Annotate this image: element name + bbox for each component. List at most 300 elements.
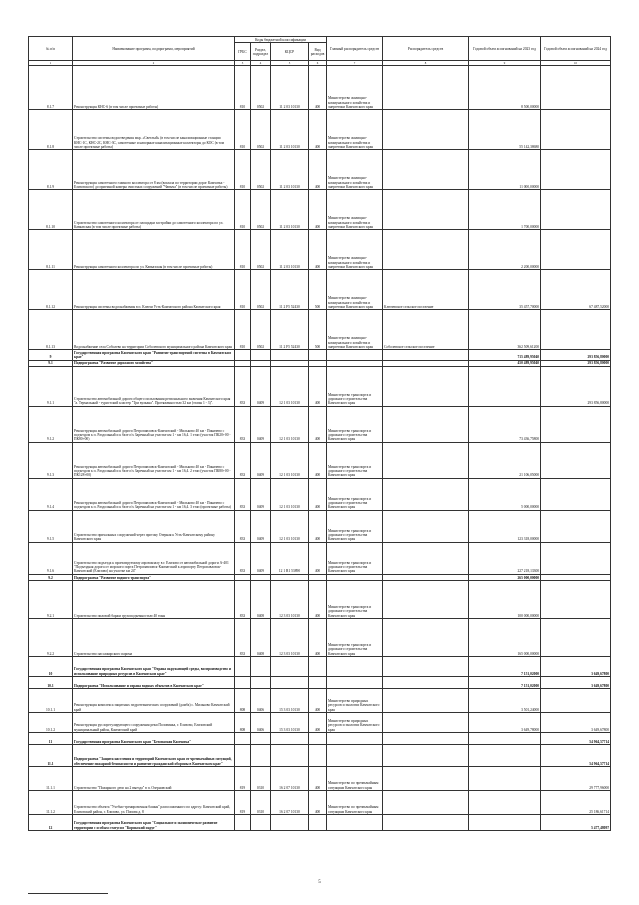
row-number: 10.1.2 [29, 713, 73, 733]
row-distributor [383, 713, 469, 733]
row-sum-2023: 715 489,95040 [469, 350, 541, 360]
row-grbs: 808 [235, 713, 251, 733]
row-recipient: Министерство жилищно-коммунального хозяйства и энергетики Камчатского края [327, 310, 383, 350]
row-number: 9.1.1 [29, 366, 73, 406]
table-row [29, 442, 611, 478]
row-distributor [383, 510, 469, 542]
row-sum-2024 [541, 442, 611, 478]
row-vr [309, 657, 327, 677]
row-grbs: 810 [235, 150, 251, 190]
row-name: Реконструкция автомобильной дороги Петропавловск-Камчатский - Мильково 40 км - Пиначево с подъездом к п. Раздольный и к базе о/х Заречный на участке км 1 - км 16,4. 3 этап (проектные работы) [73, 478, 235, 510]
row-number: 9.1 [29, 360, 73, 366]
row-sum-2023: 7 151,02000 [469, 677, 541, 689]
row-sum-2023: 100 000,00000 [469, 581, 541, 619]
row-distributor [383, 815, 469, 831]
row-distributor [383, 66, 469, 110]
row-vr: 400 [309, 581, 327, 619]
row-number: 8.1.7 [29, 66, 73, 110]
row-name: Реконструкция автомобильной дороги Петропавловск-Камчатский - Мильково 40 км - Пиначево с подъездом к п. Раздольный и к базе о/х Заречный на участке км 1 - км 16,4. 2 этап (участок ПК80+00 - ПК128+00) [73, 442, 235, 478]
row-sum-2024 [541, 510, 611, 542]
row-kcsr: 12 1 R1 53890 [271, 542, 309, 574]
row-recipient: Министерство жилищно-коммунального хозяйства и энергетики Камчатского края [327, 270, 383, 310]
row-number: 9.2.2 [29, 619, 73, 657]
row-sum-2023: 3 649,78000 [469, 713, 541, 733]
row-recipient: Министерство транспорта и дорожного строительства Камчатского края [327, 542, 383, 574]
row-recipient: Министерство транспорта и дорожного строительства Камчатского края [327, 406, 383, 442]
footnote-divider [28, 893, 108, 894]
header-grbs: ГРБС [235, 43, 251, 61]
row-sum-2023: 123 318,00000 [469, 510, 541, 542]
row-number: 8.1.11 [29, 230, 73, 270]
row-number: 8.1.9 [29, 150, 73, 190]
row-sum-2024 [541, 66, 611, 110]
row-vr: 400 [309, 110, 327, 150]
row-number: 9.1.6 [29, 542, 73, 574]
row-sum-2024: 29 777,96000 [541, 767, 611, 791]
row-section [251, 733, 271, 745]
row-sum-2023: 1 700,00000 [469, 190, 541, 230]
row-sum-2023: 3 501,24000 [469, 689, 541, 713]
row-recipient: Министерство транспорта и дорожного строительства Камчатского края [327, 442, 383, 478]
row-grbs: 819 [235, 791, 251, 815]
row-recipient: Министерство жилищно-коммунального хозяйства и энергетики Камчатского края [327, 110, 383, 150]
row-number: 11.1.2 [29, 791, 73, 815]
row-section: 0502 [251, 66, 271, 110]
row-kcsr: 12 1 03 10130 [271, 406, 309, 442]
row-sum-2023: 55 142,38680 [469, 110, 541, 150]
row-section: 0409 [251, 366, 271, 406]
row-vr: 500 [309, 310, 327, 350]
table-row [29, 767, 611, 791]
row-section: 0502 [251, 190, 271, 230]
table-row [29, 270, 611, 310]
table-body [29, 66, 611, 831]
row-kcsr [271, 733, 309, 745]
row-sum-2024 [541, 310, 611, 350]
row-kcsr: 16 2 07 10130 [271, 791, 309, 815]
header-name: Наименование программ, подпрограмм, мероприятий [73, 37, 235, 61]
row-section: 0409 [251, 442, 271, 478]
col-number: 6 [309, 61, 327, 66]
col-number: 3 [235, 61, 251, 66]
row-grbs: 833 [235, 581, 251, 619]
row-name: Подпрограмма "Развитие водного транспорта" [73, 574, 235, 580]
header-distributor: Распорядитель средств [383, 37, 469, 61]
row-section [251, 745, 271, 767]
row-name: Реконструкция системы водоснабжения в п. Ключи Усть-Камчатского района Камчатского края [73, 270, 235, 310]
table-row [29, 310, 611, 350]
row-section [251, 350, 271, 360]
row-sum-2023 [469, 791, 541, 815]
row-recipient: Министерство природных ресурсов и экологии Камчатского края [327, 689, 383, 713]
row-section: 0409 [251, 478, 271, 510]
row-number: 11.1.1 [29, 767, 73, 791]
row-recipient: Министерство транспорта и дорожного строительства Камчатского края [327, 478, 383, 510]
header-recipient: Главный распорядитель средств [327, 37, 383, 61]
row-grbs: 810 [235, 230, 251, 270]
header-num: № п/п [29, 37, 73, 61]
row-sum-2023: 7 151,02000 [469, 657, 541, 677]
row-sum-2024: 67 487,52000 [541, 270, 611, 310]
row-sum-2024: 3 649,67800 [541, 677, 611, 689]
row-vr: 400 [309, 713, 327, 733]
row-vr [309, 815, 327, 831]
row-recipient: Министерство транспорта и дорожного строительства Камчатского края [327, 510, 383, 542]
row-section: 0409 [251, 542, 271, 574]
row-number: 10.1.1 [29, 689, 73, 713]
row-kcsr: 11 2 03 10130 [271, 66, 309, 110]
row-section: 0502 [251, 110, 271, 150]
row-kcsr: 11 2 03 10130 [271, 230, 309, 270]
row-sum-2023: 35 457,70000 [469, 270, 541, 310]
row-recipient: Министерство по чрезвычайным ситуациям Камчатского края [327, 767, 383, 791]
row-section: 0406 [251, 689, 271, 713]
row-section: 0409 [251, 510, 271, 542]
row-sum-2024: 293 856,80000 [541, 360, 611, 366]
row-grbs [235, 733, 251, 745]
row-sum-2024: 3 649,67800 [541, 657, 611, 677]
row-distributor [383, 581, 469, 619]
row-distributor [383, 689, 469, 713]
table-row [29, 366, 611, 406]
row-sum-2023: 227 218,13300 [469, 542, 541, 574]
row-vr [309, 745, 327, 767]
row-distributor [383, 791, 469, 815]
budget-table-page [28, 36, 610, 831]
row-recipient: Министерство транспорта и дорожного строительства Камчатского края [327, 366, 383, 406]
row-distributor [383, 230, 469, 270]
row-sum-2023: 165 000,00000 [469, 619, 541, 657]
row-vr: 400 [309, 542, 327, 574]
row-sum-2023 [469, 366, 541, 406]
table-row [29, 689, 611, 713]
row-kcsr: 16 2 07 10130 [271, 767, 309, 791]
row-vr [309, 677, 327, 689]
row-name: Государственная программа Камчатского края "Социальное и экономическое развитие территории с особым статусом "Корякский округ" [73, 815, 235, 831]
page-number: 5 [318, 880, 321, 885]
row-vr: 400 [309, 510, 327, 542]
row-number: 9.1.2 [29, 406, 73, 442]
row-name: Реконструкция комплекса защитных гидротехнических сооружений (дамба) с. Мильково Камчатский край [73, 689, 235, 713]
row-sum-2024: 25 186,61714 [541, 791, 611, 815]
row-vr: 400 [309, 150, 327, 190]
row-grbs [235, 815, 251, 831]
row-sum-2024: 293 856,80000 [541, 366, 611, 406]
budget-table [28, 36, 611, 831]
row-sum-2024 [541, 190, 611, 230]
row-recipient: Министерство транспорта и дорожного строительства Камчатского края [327, 619, 383, 657]
row-recipient [327, 745, 383, 767]
row-distributor [383, 150, 469, 190]
table-row [29, 791, 611, 815]
row-sum-2024 [541, 110, 611, 150]
row-number: 9.1.3 [29, 442, 73, 478]
row-distributor [383, 542, 469, 574]
row-number: 10.1 [29, 677, 73, 689]
row-vr: 400 [309, 619, 327, 657]
row-section: 0310 [251, 791, 271, 815]
row-recipient: Министерство транспорта и дорожного строительства Камчатского края [327, 581, 383, 619]
row-name: Строительство пассажирского парома [73, 619, 235, 657]
row-name: Строительство причальных сооружений через протоку Озерная к Усть-Камчатскому району Камчатского края [73, 510, 235, 542]
row-recipient [327, 815, 383, 831]
row-name: Строительство "Пожарного депо на 2 выезда" в п. Озерновский [73, 767, 235, 791]
table-row [29, 745, 611, 767]
table-row [29, 350, 611, 360]
row-name: Подпрограмма "Развитие дорожного хозяйства" [73, 360, 235, 366]
col-number: 10 [541, 61, 611, 66]
col-number: 4 [251, 61, 271, 66]
row-sum-2024 [541, 581, 611, 619]
row-section: 0408 [251, 619, 271, 657]
table-row [29, 657, 611, 677]
row-grbs [235, 745, 251, 767]
row-number: 8.1.8 [29, 110, 73, 150]
row-grbs: 810 [235, 66, 251, 110]
row-sum-2024: 3 649,67800 [541, 713, 611, 733]
row-grbs: 833 [235, 406, 251, 442]
row-vr [309, 733, 327, 745]
table-row [29, 66, 611, 110]
row-section: 0408 [251, 581, 271, 619]
row-grbs: 810 [235, 310, 251, 350]
row-name: Строительство автомобильной дороги общего пользования регионального значения Камчатского края "а. Термальный - туристский кластер "Три вулкана". Протяженностью 32 км (этапы 1 - 3)". [73, 366, 235, 406]
row-kcsr: 12 1 03 10130 [271, 366, 309, 406]
row-kcsr: 11 2 03 10130 [271, 190, 309, 230]
table-row [29, 110, 611, 150]
row-name: Реконструкция самотечного коллектора по ул. Кавказская (в том числе проектные работы) [73, 230, 235, 270]
row-name: Реконструкция КНС-6 (в том числе проектные работы) [73, 66, 235, 110]
row-kcsr: 11 2 F5 52430 [271, 310, 309, 350]
row-grbs [235, 657, 251, 677]
row-sum-2024 [541, 619, 611, 657]
row-name: Государственная программа Камчатского края "Развитие транспортной системы в Камчатском крае" [73, 350, 235, 360]
table-row [29, 150, 611, 190]
row-name: Строительство самотечного коллектора от площадки застройки до самотечного коллектора по ул. Кавказская (в том числе проектные работы) [73, 190, 235, 230]
row-recipient: Министерство жилищно-коммунального хозяйства и энергетики Камчатского края [327, 230, 383, 270]
table-header [29, 37, 611, 66]
row-grbs: 833 [235, 542, 251, 574]
row-kcsr [271, 657, 309, 677]
row-section: 0409 [251, 406, 271, 442]
row-kcsr [271, 815, 309, 831]
row-number: 9.2.1 [29, 581, 73, 619]
row-sum-2023 [469, 745, 541, 767]
row-section: 0502 [251, 310, 271, 350]
row-recipient: Министерство по чрезвычайным ситуациям Камчатского края [327, 791, 383, 815]
row-recipient [327, 350, 383, 360]
col-number: 8 [383, 61, 469, 66]
header-codes-group: Коды бюджетной классификации [235, 37, 327, 43]
row-section [251, 657, 271, 677]
row-vr: 400 [309, 366, 327, 406]
row-distributor: Ключевское сельское поселение [383, 270, 469, 310]
row-sum-2024: 54 964,57714 [541, 745, 611, 767]
row-distributor [383, 619, 469, 657]
row-sum-2024: 5 477,48097 [541, 815, 611, 831]
row-distributor [383, 478, 469, 510]
col-number: 7 [327, 61, 383, 66]
row-number: 9.2 [29, 574, 73, 580]
row-number: 9 [29, 350, 73, 360]
row-kcsr: 12 3 03 10130 [271, 619, 309, 657]
row-name: Реконструкция руслорегулирующего сооружения реки Половинка, г. Елизово, Елизовский муниципальный район, Камчатский край [73, 713, 235, 733]
row-name: Подпрограмма "Использование и охрана водных объектов в Камчатском крае" [73, 677, 235, 689]
row-vr: 400 [309, 478, 327, 510]
row-distributor: Соболевское сельское поселение [383, 310, 469, 350]
header-vr: Вид расходов [309, 43, 327, 61]
row-sum-2023: 2 200,00000 [469, 230, 541, 270]
row-sum-2023: 8 500,00000 [469, 66, 541, 110]
row-name: Реконструкция самотечного главного коллектора от 8 км (вокзала по территории дорог Камчатка - Елизовского) до приемной камеры очистных сооружений "Чавыча" (в том числе проектные работы) [73, 150, 235, 190]
row-distributor [383, 350, 469, 360]
row-recipient [327, 657, 383, 677]
row-sum-2023 [469, 815, 541, 831]
row-name: Реконструкция автомобильной дороги Петропавловск-Камчатский - Мильково 40 км - Пиначево с подъездом к п. Раздольный и к базе о/х Заречный на участке км 1 - км 16,4. 1 этап (участок ПК20+00 - ПК80+00) [73, 406, 235, 442]
row-sum-2024 [541, 230, 611, 270]
row-vr: 400 [309, 66, 327, 110]
row-distributor [383, 733, 469, 745]
table-row [29, 713, 611, 733]
header-section: Раздел, подраздел [251, 43, 271, 61]
row-name: Подпрограмма "Защита населения и территорий Камчатского края от чрезвычайных ситуаций, обеспечение пожарной безопасности и развитие гражданской обороны в Камчатском крае" [73, 745, 235, 767]
row-sum-2023: 450 489,95040 [469, 360, 541, 366]
row-number: 8.1.13 [29, 310, 73, 350]
row-kcsr: 11 2 03 10130 [271, 150, 309, 190]
row-name: Водоснабжение села Соболево на территории Соболевского муниципального района Камчатского края [73, 310, 235, 350]
row-distributor [383, 406, 469, 442]
table-row [29, 815, 611, 831]
row-distributor [383, 366, 469, 406]
row-name: Государственная программа Камчатского края "Безопасная Камчатка" [73, 733, 235, 745]
row-grbs: 810 [235, 270, 251, 310]
row-distributor [383, 767, 469, 791]
row-distributor [383, 657, 469, 677]
row-vr: 400 [309, 406, 327, 442]
row-kcsr: 12 3 03 10130 [271, 581, 309, 619]
table-row [29, 581, 611, 619]
row-section: 0502 [251, 270, 271, 310]
row-kcsr: 12 1 03 10130 [271, 510, 309, 542]
table-row [29, 230, 611, 270]
row-sum-2024 [541, 150, 611, 190]
row-recipient [327, 677, 383, 689]
row-number: 11.1 [29, 745, 73, 767]
row-section: 0310 [251, 767, 271, 791]
row-kcsr: 15 3 03 10130 [271, 689, 309, 713]
col-number: 1 [29, 61, 73, 66]
row-recipient: Министерство жилищно-коммунального хозяйства и энергетики Камчатского края [327, 190, 383, 230]
row-grbs: 819 [235, 767, 251, 791]
table-row [29, 677, 611, 689]
row-vr: 400 [309, 442, 327, 478]
row-sum-2024: 54 964,57714 [541, 733, 611, 745]
row-distributor [383, 745, 469, 767]
row-sum-2024 [541, 689, 611, 713]
table-row [29, 733, 611, 745]
row-vr: 400 [309, 767, 327, 791]
table-row [29, 542, 611, 574]
row-vr: 400 [309, 791, 327, 815]
row-sum-2023: 11 000,00000 [469, 150, 541, 190]
row-grbs: 810 [235, 190, 251, 230]
table-row [29, 510, 611, 542]
row-distributor [383, 190, 469, 230]
row-number: 12 [29, 815, 73, 831]
row-grbs: 833 [235, 366, 251, 406]
row-name: Строительство пиловой баржи грузоподъемностью 40 тонн [73, 581, 235, 619]
row-grbs: 833 [235, 510, 251, 542]
header-kcsr: КЦСР [271, 43, 309, 61]
row-sum-2023: 73 436,75800 [469, 406, 541, 442]
row-distributor [383, 677, 469, 689]
row-kcsr [271, 677, 309, 689]
table-row [29, 478, 611, 510]
table-row [29, 406, 611, 442]
row-sum-2023: 362 509,61200 [469, 310, 541, 350]
row-recipient [327, 733, 383, 745]
header-sum-2023: Годовой объем ассигнований на 2023 год [469, 37, 541, 61]
row-number: 11 [29, 733, 73, 745]
row-recipient: Министерство природных ресурсов и экологии Камчатского края [327, 713, 383, 733]
row-kcsr: 12 1 03 10130 [271, 442, 309, 478]
row-kcsr: 11 2 F5 52430 [271, 270, 309, 310]
row-recipient: Министерство жилищно-коммунального хозяйства и энергетики Камчатского края [327, 66, 383, 110]
row-name: Государственная программа Камчатского края "Охрана окружающей среды, воспроизводство и использование природных ресурсов в Камчатском крае" [73, 657, 235, 677]
row-sum-2023 [469, 733, 541, 745]
header-sum-2024: Годовой объем ассигнований на 2024 год [541, 37, 611, 61]
row-sum-2024 [541, 542, 611, 574]
row-section [251, 815, 271, 831]
row-distributor [383, 442, 469, 478]
row-sum-2023: 5 000,00000 [469, 478, 541, 510]
col-number: 5 [271, 61, 309, 66]
row-name: Строительство подъезда к проектируемому аэровокзалу в г. Елизово от автомобильной дороги А-401 "Подъездная дорога от морского порта Петропавловск-Камчатский к аэропорту Петропавловск-Камчатский (Елизово) на участке км 24" [73, 542, 235, 574]
row-section [251, 677, 271, 689]
row-grbs: 810 [235, 110, 251, 150]
row-number: 9.1.4 [29, 478, 73, 510]
col-number: 2 [73, 61, 235, 66]
row-vr: 400 [309, 689, 327, 713]
row-number: 8.1.12 [29, 270, 73, 310]
row-kcsr: 15 3 03 10130 [271, 713, 309, 733]
col-number: 9 [469, 61, 541, 66]
row-kcsr [271, 350, 309, 360]
row-sum-2023: 265 000,00000 [469, 574, 541, 580]
row-vr: 400 [309, 190, 327, 230]
row-distributor [383, 110, 469, 150]
row-vr: 500 [309, 270, 327, 310]
row-vr [309, 350, 327, 360]
row-number: 10 [29, 657, 73, 677]
row-sum-2023 [469, 767, 541, 791]
row-number: 8.1.10 [29, 190, 73, 230]
row-name: Строительство системы водоотведения мкр. «Светлый» (в том числе канализационные станции КНС-1С, КНС-2С, КНС-3С, самотечные и напорные канализационные коллекторы до КОС (в том числе проектные работы) [73, 110, 235, 150]
row-grbs [235, 677, 251, 689]
row-section: 0406 [251, 713, 271, 733]
row-sum-2024: 293 856,80000 [541, 350, 611, 360]
row-kcsr: 11 2 03 10130 [271, 110, 309, 150]
row-kcsr [271, 745, 309, 767]
row-name: Строительство объекта "Учебно-тренировочная башня" расположенного по адресу: Камчатский край, Елизовский район, г. Елизово, ул. Попова д. 8 [73, 791, 235, 815]
row-grbs: 833 [235, 619, 251, 657]
row-sum-2024 [541, 406, 611, 442]
row-sum-2023: 21 106,05000 [469, 442, 541, 478]
row-vr: 400 [309, 230, 327, 270]
row-section: 0502 [251, 230, 271, 270]
table-row [29, 619, 611, 657]
table-row [29, 190, 611, 230]
